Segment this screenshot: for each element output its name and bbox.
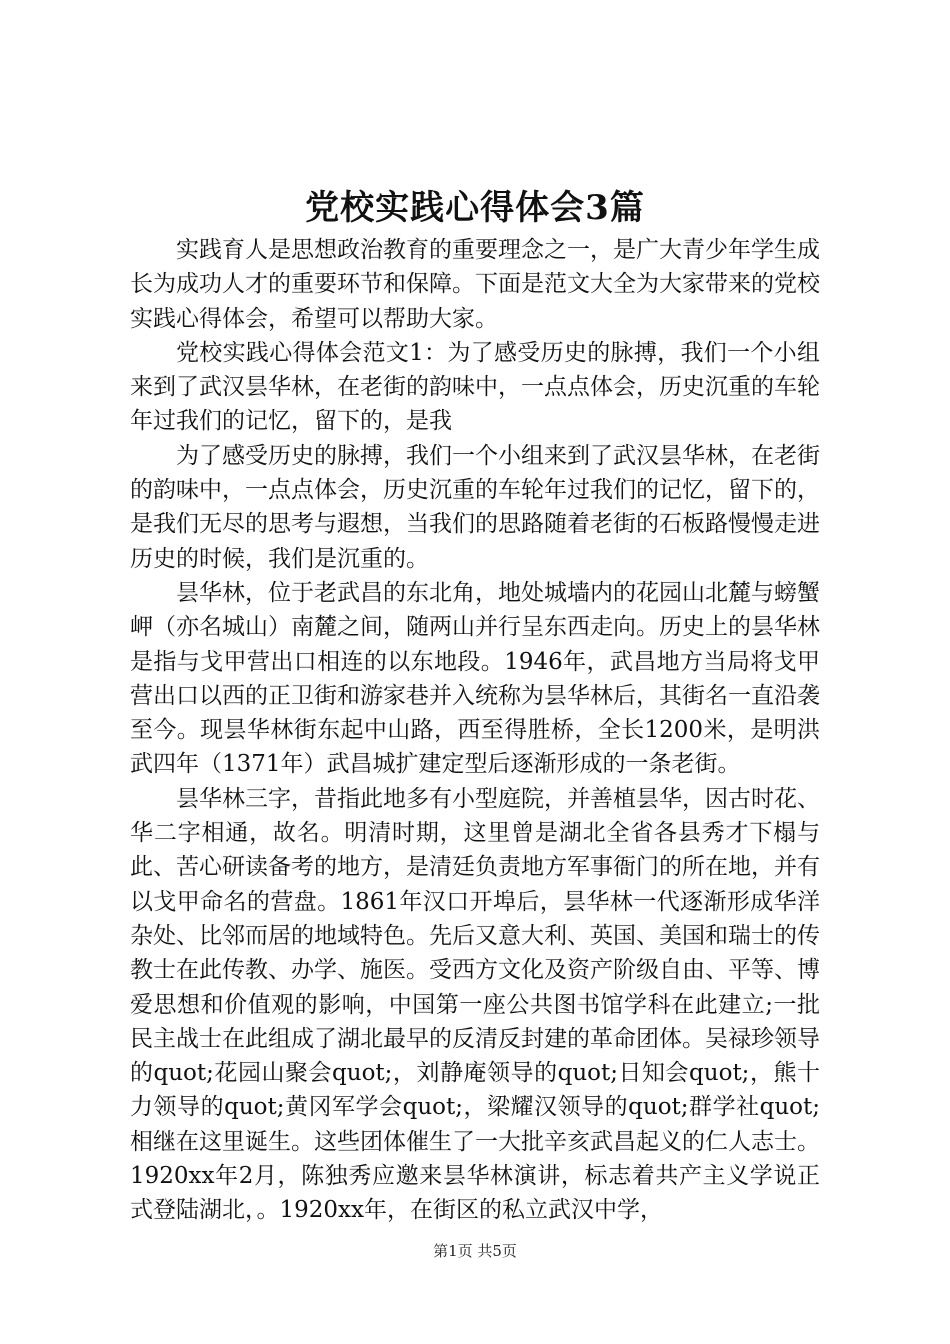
page-number-footer: 第1页 共5页 bbox=[433, 1242, 517, 1260]
paragraph-sample-1-heading: 党校实践心得体会范文1：为了感受历史的脉搏，我们一个小组来到了武汉昙华林，在老街的韵味中，一点点体会，历史沉重的车轮年过我们的记忆，留下的，是我 bbox=[130, 339, 820, 435]
document-body bbox=[130, 233, 820, 1228]
document-title: 党校实践心得体会3篇 bbox=[305, 188, 645, 228]
paragraph-location: 昙华林，位于老武昌的东北角，地处城墙内的花园山北麓与螃蟹岬（亦名城山）南麓之间，随两山并行呈东西走向。历史上的昙华林是指与戈甲营出口相连的以东地段。1946年，武昌地方当局将戈甲营出口以西的正卫街和游家巷并入统称为昙华林后，其街名一直沿袭至今。现昙华林街东起中山路，西至得胜桥，全长1200米，是明洪武四年（1371年）武昌城扩建定型后逐渐形成的一条老街。 bbox=[130, 579, 820, 778]
paragraph-name-origin: 昙华林三字，昔指此地多有小型庭院，并善植昙华，因古时花、华二字相通，故名。明清时期，这里曾是湖北全省各县秀才下榻与此、苦心研读备考的地方，是清廷负责地方军事衙门的所在地，并有以戈甲命名的营盘。1861年汉口开埠后，昙华林一代逐渐形成华洋杂处、比邻而居的地域特色。先后又意大利、英国、美国和瑞士的传教士在此传教、办学、施医。受西方文化及资产阶级自由、平等、博爱思想和价值观的影响，中国第一座公共图书馆学科在此建立;一批民主战士在此组成了湖北最早的反清反封建的革命团体。吴禄珍领导的quot;花园山聚会quot;，刘静庵领导的quot;日知会quot;，熊十力领导的quot;黄冈军学会quot;，梁耀汉领导的quot;群学社quot;相继在这里诞生。这些团体催生了一大批辛亥武昌起义的仁人志士。1920xx年2月，陈独秀应邀来昙华林演讲，标志着共产主义学说正式登陆湖北，。1920xx年，在街区的私立武汉中学， bbox=[130, 785, 821, 1224]
paragraph-intro: 实践育人是思想政治教育的重要理念之一，是广大青少年学生成长为成功人才的重要环节和保障。下面是范文大全为大家带来的党校实践心得体会，希望可以帮助大家。 bbox=[130, 237, 820, 332]
paragraph-history-pulse: 为了感受历史的脉搏，我们一个小组来到了武汉昙华林，在老街的韵味中，一点点体会，历史沉重的车轮年过我们的记忆，留下的，是我们无尽的思考与遐想，当我们的思路随着老街的石板路慢慢走进历史的时候，我们是沉重的。 bbox=[130, 442, 820, 572]
